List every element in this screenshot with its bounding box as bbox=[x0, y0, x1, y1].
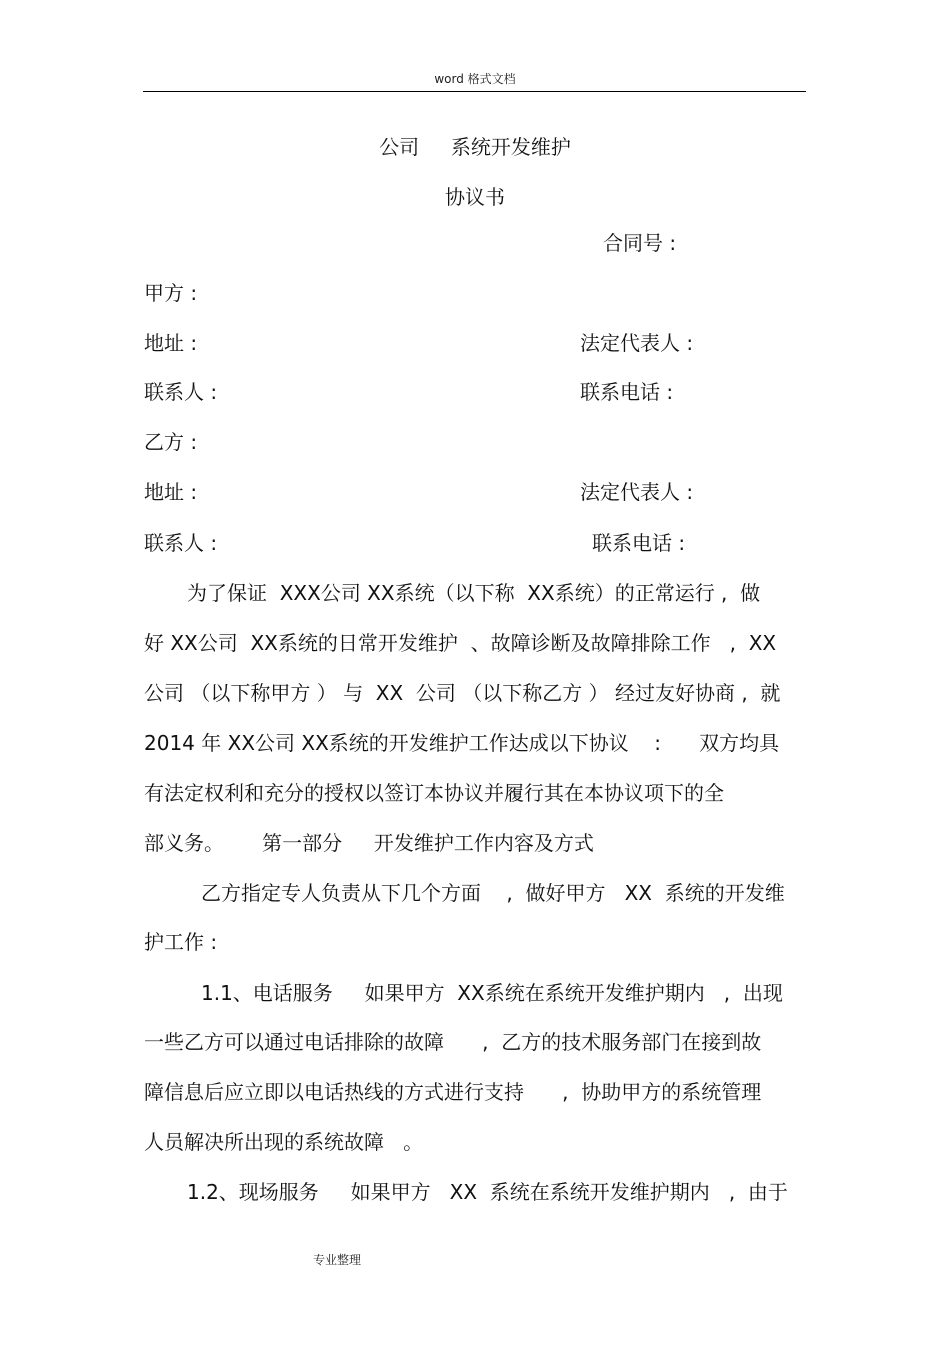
party-b-label: 乙方 : bbox=[144, 430, 198, 454]
intro-line-4: 2014 年 XX公司 XX系统的开发维护工作达成以下协议 : 双方均具 bbox=[144, 731, 780, 755]
party-b-address-label: 地址 : bbox=[144, 480, 198, 504]
item-1-1-line-2: 一些乙方可以通过电话排除的故障 , 乙方的技术服务部门在接到故 bbox=[144, 1030, 762, 1054]
intro-line-1: 为了保证 XXX公司 XX系统（以下称 XX系统）的正常运行 , 做 bbox=[187, 581, 761, 605]
intro-line-5: 有法定权利和充分的授权以签订本协议并履行其在本协议项下的全 bbox=[144, 781, 724, 805]
party-a-legal-rep-label: 法定代表人 : bbox=[580, 331, 694, 355]
item-1-1-line-3: 障信息后应立即以电话热线的方式进行支持 , 协助甲方的系统管理 bbox=[144, 1080, 762, 1104]
section-intro-line-1: 乙方指定专人负责从下几个方面 , 做好甲方 XX 系统的开发维 bbox=[201, 881, 785, 905]
party-b-contact-label: 联系人 : bbox=[144, 531, 218, 555]
intro-line-2: 好 XX公司 XX系统的日常开发维护 、故障诊断及故障排除工作 , XX bbox=[144, 631, 777, 655]
party-a-phone-label: 联系电话 : bbox=[580, 380, 674, 404]
party-b-phone-label: 联系电话 : bbox=[592, 531, 686, 555]
party-a-contact-label: 联系人 : bbox=[144, 380, 218, 404]
page-footer: 专业整理 bbox=[313, 1253, 362, 1267]
item-1-2-line-1: 1.2、现场服务 如果甲方 XX 系统在系统开发维护期内 , 由于 bbox=[187, 1180, 788, 1204]
contract-number-label: 合同号 : bbox=[603, 231, 677, 255]
header-rule bbox=[143, 91, 806, 92]
intro-line-3: 公司 （以下称甲方 ） 与 XX 公司 （以下称乙方 ） 经过友好协商 , 就 bbox=[144, 681, 781, 705]
intro-line-6: 部义务。 第一部分 开发维护工作内容及方式 bbox=[144, 831, 594, 855]
item-1-1-line-4: 人员解决所出现的系统故障 。 bbox=[144, 1130, 424, 1154]
document-subtitle: 协议书 bbox=[445, 185, 505, 209]
page-header: word 格式文档 bbox=[434, 72, 516, 86]
document-title: 公司 系统开发维护 bbox=[379, 135, 571, 159]
section-intro-line-2: 护工作 : bbox=[144, 930, 218, 954]
party-a-label: 甲方 : bbox=[144, 281, 198, 305]
item-1-1-line-1: 1.1、电话服务 如果甲方 XX系统在系统开发维护期内 , 出现 bbox=[201, 981, 783, 1005]
party-b-legal-rep-label: 法定代表人 : bbox=[580, 480, 694, 504]
party-a-address-label: 地址 : bbox=[144, 331, 198, 355]
